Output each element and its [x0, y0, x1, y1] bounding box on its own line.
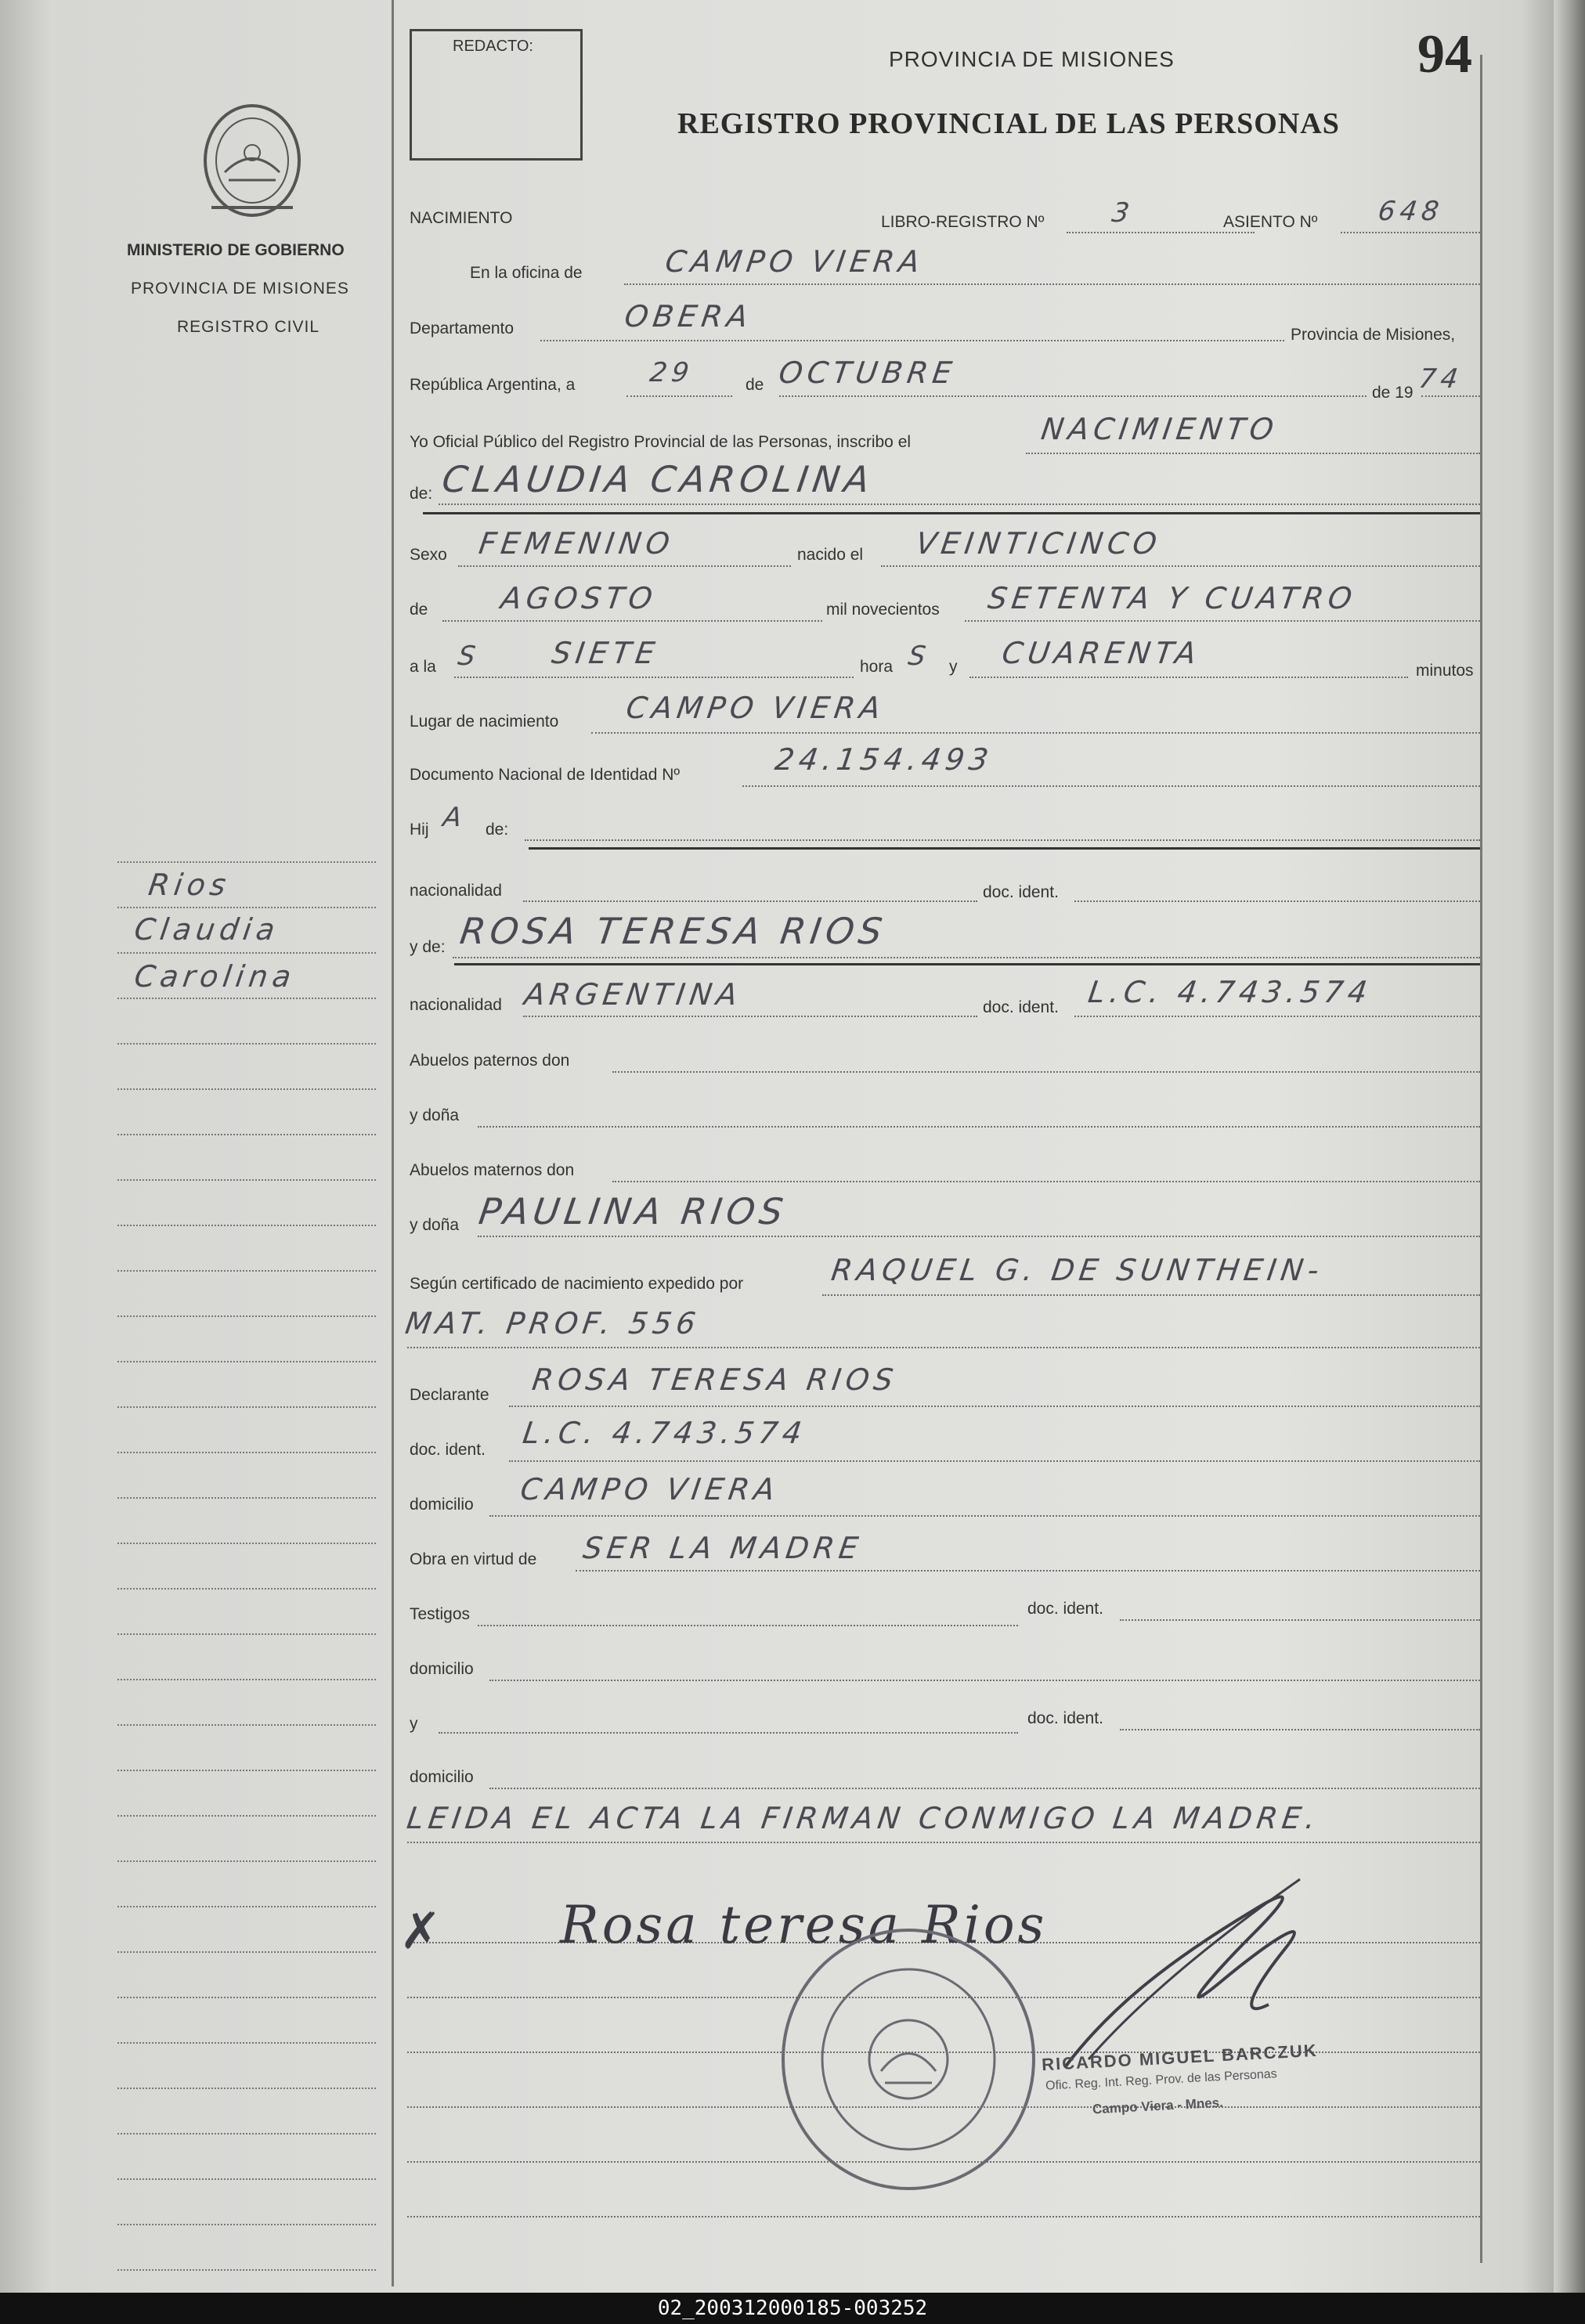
child-name-value: CLAUDIA CAROLINA — [439, 458, 877, 500]
field-line — [523, 1016, 977, 1017]
ala-label: a la — [410, 658, 436, 676]
margin-line — [117, 1906, 376, 1907]
section-divider — [529, 847, 1480, 850]
domicilio-value: CAMPO VIERA — [518, 1472, 782, 1507]
oficial-label: Yo Oficial Público del Registro Provincial de las Personas, inscribo el — [410, 433, 912, 451]
margin-line — [117, 1043, 376, 1045]
field-line — [822, 1294, 1480, 1296]
margin-line — [117, 1770, 376, 1771]
field-line — [1120, 1729, 1480, 1730]
field-line — [612, 1071, 1480, 1073]
margin-note-surname: Rios — [146, 868, 233, 902]
right-rule — [1480, 55, 1482, 2263]
field-line — [1421, 395, 1480, 397]
field-line — [489, 1680, 1480, 1681]
ministry-registry: REGISTRO CIVIL — [177, 318, 320, 336]
margin-rule — [392, 0, 394, 2286]
section-divider — [423, 512, 1480, 514]
field-line — [523, 900, 977, 902]
ministry-province: PROVINCIA DE MISIONES — [131, 280, 349, 298]
dni-label: Documento Nacional de Identidad Nº — [410, 766, 681, 784]
officer-name: RICARDO MIGUEL BARCZUK — [1041, 2040, 1319, 2075]
domicilio-label-3: domicilio — [410, 1768, 474, 1786]
closing-statement-value: LEIDA EL ACTA LA FIRMAN CONMIGO LA MADRE. — [404, 1801, 1323, 1835]
declarante-doc-value: L.C. 4.743.574 — [520, 1416, 809, 1450]
acto-value: NACIMIENTO — [1038, 412, 1280, 446]
margin-line — [117, 1179, 376, 1181]
doc-ident-label-2: doc. ident. — [983, 998, 1059, 1016]
ministry-title: MINISTERIO DE GOBIERNO — [127, 241, 345, 259]
lugar-label: Lugar de nacimiento — [410, 713, 559, 731]
field-line — [1120, 1619, 1480, 1621]
field-line — [612, 1181, 1480, 1182]
year-label: de 19 — [1372, 384, 1414, 402]
redacto-label: REDACTO: — [453, 38, 533, 55]
oficina-label: En la oficina de — [470, 264, 583, 282]
margin-line — [117, 1724, 376, 1726]
margin-line — [117, 1679, 376, 1680]
field-line — [1067, 232, 1255, 233]
field-line — [442, 620, 822, 622]
declarant-signature: Rosa teresa Rios — [560, 1895, 1048, 1955]
field-line — [965, 620, 1480, 622]
birth-month-value: AGOSTO — [498, 581, 659, 615]
registry-title: REGISTRO PROVINCIAL DE LAS PERSONAS — [677, 107, 1340, 140]
doc-ident-label-4: doc. ident. — [1027, 1709, 1103, 1727]
binding-edge — [0, 0, 55, 2293]
field-line — [453, 957, 1480, 958]
margin-line — [117, 1270, 376, 1272]
field-line — [540, 340, 1284, 341]
margin-note-first-name: Claudia — [132, 912, 282, 947]
margin-line — [117, 2133, 376, 2135]
month-value: OCTUBRE — [776, 355, 959, 390]
margin-line — [117, 1588, 376, 1590]
y-de-label: y de: — [410, 938, 446, 956]
field-line — [478, 1126, 1480, 1128]
hour-value: SIETE — [549, 636, 662, 670]
oficina-value: CAMPO VIERA — [663, 244, 926, 279]
birth-year-value: SETENTA Y CUATRO — [985, 581, 1359, 615]
departamento-value: OBERA — [622, 299, 755, 334]
margin-line — [117, 1543, 376, 1544]
hij-de-label: de: — [486, 821, 509, 839]
asiento-label: ASIENTO Nº — [1223, 213, 1318, 231]
field-line — [407, 1347, 1480, 1348]
field-line — [478, 1625, 1018, 1626]
margin-line — [117, 1951, 376, 1953]
lugar-value: CAMPO VIERA — [623, 691, 887, 725]
margin-line — [117, 2224, 376, 2225]
field-line — [779, 395, 1367, 397]
field-line — [509, 1460, 1480, 1462]
day-value: 29 — [648, 357, 696, 388]
field-line — [881, 565, 1480, 567]
field-line — [458, 565, 791, 567]
field-line — [1026, 453, 1480, 454]
margin-note-second-name: Carolina — [132, 959, 298, 994]
hij-label: Hij — [410, 821, 429, 839]
de-colon-label: de: — [410, 485, 433, 503]
y-label: y — [949, 658, 958, 676]
mother-nationality-value: ARGENTINA — [522, 977, 745, 1012]
ala-suffix: S — [456, 641, 482, 672]
y-testigo-label: y — [410, 1715, 418, 1733]
margin-line — [117, 1088, 376, 1090]
margin-line — [117, 2269, 376, 2271]
obra-label: Obra en virtud de — [410, 1550, 537, 1568]
margin-line — [117, 952, 376, 954]
doc-ident-label-3: doc. ident. — [1027, 1600, 1103, 1618]
margin-line — [117, 2042, 376, 2044]
dni-value: 24.154.493 — [772, 742, 995, 777]
nacido-label: nacido el — [797, 546, 864, 564]
field-line — [1074, 1016, 1480, 1017]
margin-line — [117, 998, 376, 999]
margin-line — [117, 2178, 376, 2180]
domicilio-label-2: domicilio — [410, 1660, 474, 1678]
field-line — [407, 2216, 1480, 2218]
domicilio-label-1: domicilio — [410, 1496, 474, 1514]
abuelos-paternos-label: Abuelos paternos don — [410, 1052, 570, 1070]
margin-line — [117, 861, 376, 863]
minutos-label: minutos — [1416, 662, 1474, 680]
declarante-label: Declarante — [410, 1386, 489, 1404]
margin-line — [117, 1815, 376, 1817]
officer-place: Campo Viera - Mnes. — [1092, 2095, 1224, 2117]
field-line — [626, 395, 732, 397]
margin-line — [117, 907, 376, 908]
officer-role: Ofic. Reg. Int. Reg. Prov. de las Personas — [1045, 2067, 1278, 2093]
margin-line — [117, 1406, 376, 1408]
hij-suffix: A — [441, 802, 469, 833]
margin-line — [117, 1361, 376, 1362]
asiento-value: 648 — [1376, 196, 1446, 227]
field-line — [1074, 900, 1480, 902]
field-line — [489, 1515, 1480, 1517]
certificado-label: Según certificado de nacimiento expedido por — [410, 1275, 744, 1293]
nacionalidad-label-1: nacionalidad — [410, 882, 502, 900]
field-line — [439, 503, 1480, 505]
page-edge — [1554, 0, 1585, 2293]
certificado-value-2: MAT. PROF. 556 — [403, 1306, 702, 1341]
declarante-value: ROSA TERESA RIOS — [529, 1362, 901, 1397]
margin-line — [117, 1315, 376, 1317]
page-number: 94 — [1417, 24, 1472, 85]
testigos-label: Testigos — [410, 1605, 471, 1623]
margin-line — [117, 1997, 376, 1998]
abuelos-maternos-label: Abuelos maternos don — [410, 1161, 575, 1179]
field-line — [576, 1570, 1480, 1572]
official-stamp-icon — [775, 1926, 1042, 2192]
province-title: PROVINCIA DE MISIONES — [889, 47, 1175, 71]
y-dona-label-2: y doña — [410, 1216, 460, 1234]
republica-label: República Argentina, a — [410, 376, 576, 394]
field-line — [509, 1406, 1480, 1407]
field-line — [489, 1788, 1480, 1789]
mother-name-value: ROSA TERESA RIOS — [457, 910, 890, 952]
de-label-2: de — [410, 601, 428, 619]
maternal-grandmother-value: PAULINA RIOS — [476, 1190, 791, 1232]
margin-line — [117, 2088, 376, 2089]
provincial-seal-icon — [190, 98, 315, 223]
field-line — [407, 1842, 1480, 1843]
field-line — [454, 677, 854, 678]
decl-doc-label: doc. ident. — [410, 1441, 486, 1459]
mother-doc-value: L.C. 4.743.574 — [1085, 975, 1374, 1009]
field-line — [969, 677, 1408, 678]
year-value: 74 — [1417, 363, 1465, 395]
certificado-value-1: RAQUEL G. DE SUNTHEIN- — [829, 1253, 1326, 1287]
field-line — [624, 283, 1480, 285]
margin-line — [117, 1860, 376, 1862]
sexo-value: FEMENINO — [476, 526, 677, 561]
field-line — [525, 839, 1480, 841]
de-label: de — [746, 376, 764, 394]
nacido-value: VEINTICINCO — [913, 526, 1164, 561]
obra-value: SER LA MADRE — [580, 1531, 865, 1565]
field-line — [439, 1732, 1018, 1734]
minutes-value: CUARENTA — [999, 636, 1203, 670]
libro-label: LIBRO-REGISTRO Nº — [881, 213, 1045, 231]
field-line — [478, 1236, 1480, 1237]
doc-ident-label-1: doc. ident. — [983, 883, 1059, 901]
provincia-label: Provincia de Misiones, — [1291, 326, 1456, 344]
y-dona-label-1: y doña — [410, 1106, 460, 1124]
margin-line — [117, 1225, 376, 1226]
margin-line — [117, 1633, 376, 1635]
libro-value: 3 — [1110, 197, 1136, 229]
field-line — [591, 732, 1480, 734]
departamento-label: Departamento — [410, 319, 514, 337]
image-id-footer: 02_200312000185-003252 — [0, 2293, 1585, 2324]
sexo-label: Sexo — [410, 546, 447, 564]
hora-suffix: S — [906, 641, 933, 672]
field-line — [742, 785, 1480, 787]
mil-label: mil novecientos — [826, 601, 940, 619]
nacimiento-label: NACIMIENTO — [410, 209, 513, 227]
margin-line — [117, 1134, 376, 1135]
cross-mark-icon: ✗ — [399, 1903, 442, 1961]
field-line — [1341, 232, 1480, 233]
margin-line — [117, 1452, 376, 1453]
section-divider — [454, 963, 1480, 965]
nacionalidad-label-2: nacionalidad — [410, 996, 502, 1014]
hora-label: hora — [860, 658, 894, 676]
margin-line — [117, 1497, 376, 1499]
